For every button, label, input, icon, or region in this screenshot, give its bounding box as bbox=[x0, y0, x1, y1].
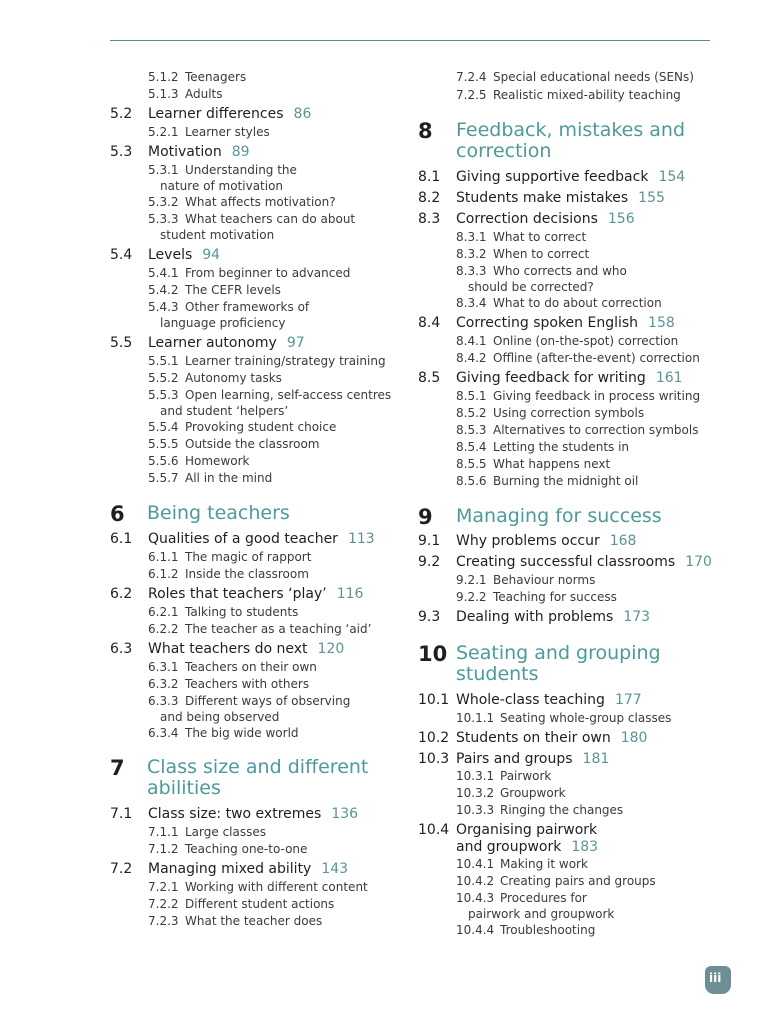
toc-subsection: 10.3.1 Pairwork bbox=[456, 769, 552, 783]
toc-section: 8.1 Giving supportive feedback 154 bbox=[418, 169, 686, 185]
chapter-number: 6 bbox=[110, 502, 125, 526]
toc-subsection: 8.5.3 Alternatives to correction symbols bbox=[456, 423, 699, 437]
toc-section: 5.5 Learner autonomy 97 bbox=[110, 335, 305, 351]
chapter-title: Feedback, mistakes and bbox=[456, 119, 686, 141]
toc-subsection-cont: language proficiency bbox=[160, 316, 286, 330]
page-number: 181 bbox=[582, 751, 610, 767]
page-number: 155 bbox=[638, 190, 665, 206]
toc-subsection: 10.3.3 Ringing the changes bbox=[456, 803, 624, 817]
toc-section: 7.2 Managing mixed ability 143 bbox=[110, 861, 349, 877]
toc-subsection: 7.1.1 Large classes bbox=[148, 825, 266, 839]
page-number: 113 bbox=[347, 531, 375, 547]
page-number: 94 bbox=[202, 247, 221, 263]
toc-subsection: 8.3.1 What to correct bbox=[456, 230, 587, 244]
toc-section: 5.2 Learner differences 86 bbox=[110, 106, 312, 122]
toc-subsection: 5.4.1 From beginner to advanced bbox=[148, 266, 351, 280]
toc-subsection-cont: should be corrected? bbox=[468, 280, 594, 294]
toc-section: 10.1 Whole-class teaching 177 bbox=[418, 692, 642, 708]
toc-subsection: 9.2.2 Teaching for success bbox=[456, 590, 617, 604]
page-number: 89 bbox=[231, 144, 250, 160]
toc-subsection: 6.2.1 Talking to students bbox=[148, 605, 299, 619]
toc-section: 8.5 Giving feedback for writing 161 bbox=[418, 370, 683, 386]
toc-subsection: 10.4.1 Making it work bbox=[456, 857, 588, 871]
toc-subsection: 6.1.2 Inside the classroom bbox=[148, 567, 309, 581]
toc-subsection: 7.1.2 Teaching one-to-one bbox=[148, 842, 308, 856]
toc-section: 8.4 Correcting spoken English 158 bbox=[418, 315, 675, 331]
toc-subsection: 7.2.3 What the teacher does bbox=[148, 914, 323, 928]
page-number: 183 bbox=[571, 839, 599, 855]
toc-subsection: 6.1.1 The magic of rapport bbox=[148, 550, 312, 564]
toc-section: 5.3 Motivation 89 bbox=[110, 144, 250, 160]
toc-subsection: 5.1.2 Teenagers bbox=[148, 70, 247, 84]
toc-subsection: 5.5.7 All in the mind bbox=[148, 471, 273, 485]
toc-subsection-cont: and student ‘helpers’ bbox=[160, 404, 289, 418]
toc-subsection: 8.5.2 Using correction symbols bbox=[456, 406, 645, 420]
toc-section: 10.4 Organising pairwork bbox=[418, 822, 598, 838]
toc-section-cont: and groupwork 183 bbox=[456, 839, 599, 855]
toc-subsection: 5.1.3 Adults bbox=[148, 87, 223, 101]
toc-subsection: 7.2.4 Special educational needs (SENs) bbox=[456, 70, 694, 84]
page-number: 86 bbox=[293, 106, 312, 122]
chapter-title-line2: abilities bbox=[147, 777, 221, 799]
toc-section: 6.1 Qualities of a good teacher 113 bbox=[110, 531, 375, 547]
toc-section: 8.3 Correction decisions 156 bbox=[418, 211, 635, 227]
page-number: 173 bbox=[623, 609, 651, 625]
toc-subsection: 8.5.5 What happens next bbox=[456, 457, 611, 471]
page-number: 180 bbox=[620, 730, 648, 746]
toc-section: 6.2 Roles that teachers ‘play’ 116 bbox=[110, 586, 364, 602]
toc-subsection: 5.3.3 What teachers can do about bbox=[148, 212, 356, 226]
toc-subsection: 9.2.1 Behaviour norms bbox=[456, 573, 596, 587]
toc-subsection: 5.5.5 Outside the classroom bbox=[148, 437, 320, 451]
toc-subsection: 5.2.1 Learner styles bbox=[148, 125, 270, 139]
page-number: 116 bbox=[336, 586, 364, 602]
toc-subsection: 5.4.3 Other frameworks of bbox=[148, 300, 310, 314]
toc-section: 9.2 Creating successful classrooms 170 bbox=[418, 554, 712, 570]
toc-subsection: 5.5.2 Autonomy tasks bbox=[148, 371, 282, 385]
toc-subsection: 6.3.3 Different ways of observing bbox=[148, 694, 351, 708]
page-number: 136 bbox=[331, 806, 359, 822]
chapter-number: 8 bbox=[418, 119, 433, 143]
toc-subsection: 8.5.4 Letting the students in bbox=[456, 440, 630, 454]
page-number-badge bbox=[705, 966, 731, 994]
toc-subsection-cont: student motivation bbox=[160, 228, 275, 242]
chapter-number: 10 bbox=[418, 642, 448, 666]
toc-subsection: 10.1.1 Seating whole-group classes bbox=[456, 711, 672, 725]
page-number: 97 bbox=[286, 335, 305, 351]
toc-section: 10.3 Pairs and groups 181 bbox=[418, 751, 610, 767]
toc-subsection: 5.3.2 What affects motivation? bbox=[148, 195, 336, 209]
page-number: 158 bbox=[648, 315, 675, 331]
toc-subsection: 8.3.2 When to correct bbox=[456, 247, 590, 261]
toc-subsection-cont: nature of motivation bbox=[160, 179, 284, 193]
toc-section: 6.3 What teachers do next 120 bbox=[110, 641, 345, 657]
toc-section: 10.2 Students on their own 180 bbox=[418, 730, 648, 746]
toc-subsection: 10.4.2 Creating pairs and groups bbox=[456, 874, 656, 888]
toc-subsection: 8.5.6 Burning the midnight oil bbox=[456, 474, 639, 488]
toc-subsection: 6.3.4 The big wide world bbox=[148, 726, 299, 740]
toc-subsection: 8.3.4 What to do about correction bbox=[456, 296, 662, 310]
toc-subsection: 5.5.4 Provoking student choice bbox=[148, 420, 337, 434]
page-number: 161 bbox=[655, 370, 683, 386]
header-rule bbox=[110, 40, 710, 41]
chapter-title: Class size and different bbox=[147, 756, 369, 778]
toc-subsection: 10.4.4 Troubleshooting bbox=[456, 923, 596, 937]
toc-section: 8.2 Students make mistakes 155 bbox=[418, 190, 665, 206]
toc-subsection: 7.2.5 Realistic mixed-ability teaching bbox=[456, 88, 681, 102]
page-number: 177 bbox=[614, 692, 642, 708]
toc-section: 7.1 Class size: two extremes 136 bbox=[110, 806, 359, 822]
page-number: 156 bbox=[607, 211, 635, 227]
page-number: 154 bbox=[658, 169, 686, 185]
toc-subsection: 5.4.2 The CEFR levels bbox=[148, 283, 281, 297]
toc-subsection: 10.4.3 Procedures for bbox=[456, 891, 587, 905]
toc-subsection: 8.3.3 Who corrects and who bbox=[456, 264, 627, 278]
toc-subsection: 8.5.1 Giving feedback in process writing bbox=[456, 389, 701, 403]
toc-subsection: 8.4.1 Online (on-the-spot) correction bbox=[456, 334, 679, 348]
toc-subsection: 10.3.2 Groupwork bbox=[456, 786, 566, 800]
page-number: 143 bbox=[321, 861, 349, 877]
toc-subsection: 5.5.6 Homework bbox=[148, 454, 250, 468]
chapter-title: Managing for success bbox=[456, 505, 662, 527]
toc-subsection: 7.2.2 Different student actions bbox=[148, 897, 335, 911]
chapter-title: Seating and grouping bbox=[456, 642, 661, 664]
toc-section: 9.3 Dealing with problems 173 bbox=[418, 609, 651, 625]
page-number: 120 bbox=[317, 641, 345, 657]
toc-section: 9.1 Why problems occur 168 bbox=[418, 533, 637, 549]
chapter-title: Being teachers bbox=[147, 502, 290, 524]
toc-subsection: 5.5.1 Learner training/strategy training bbox=[148, 354, 386, 368]
toc-subsection: 6.3.2 Teachers with others bbox=[148, 677, 310, 691]
toc-subsection: 6.2.2 The teacher as a teaching ‘aid’ bbox=[148, 622, 372, 636]
toc-subsection: 5.3.1 Understanding the bbox=[148, 163, 297, 177]
chapter-title-line2: students bbox=[456, 663, 539, 685]
chapter-number: 9 bbox=[418, 505, 433, 529]
chapter-number: 7 bbox=[110, 756, 125, 780]
toc-subsection: 8.4.2 Offline (after-the-event) correction bbox=[456, 351, 700, 365]
toc-section: 5.4 Levels 94 bbox=[110, 247, 221, 263]
page-number: 170 bbox=[685, 554, 712, 570]
toc-subsection: 7.2.1 Working with different content bbox=[148, 880, 368, 894]
page-number-label: iii bbox=[709, 971, 722, 985]
chapter-title-line2: correction bbox=[456, 140, 552, 162]
toc-subsection-cont: pairwork and groupwork bbox=[468, 907, 615, 921]
toc-subsection-cont: and being observed bbox=[160, 710, 280, 724]
toc-subsection: 6.3.1 Teachers on their own bbox=[148, 660, 317, 674]
toc-subsection: 5.5.3 Open learning, self-access centres bbox=[148, 388, 392, 402]
page-number: 168 bbox=[609, 533, 637, 549]
